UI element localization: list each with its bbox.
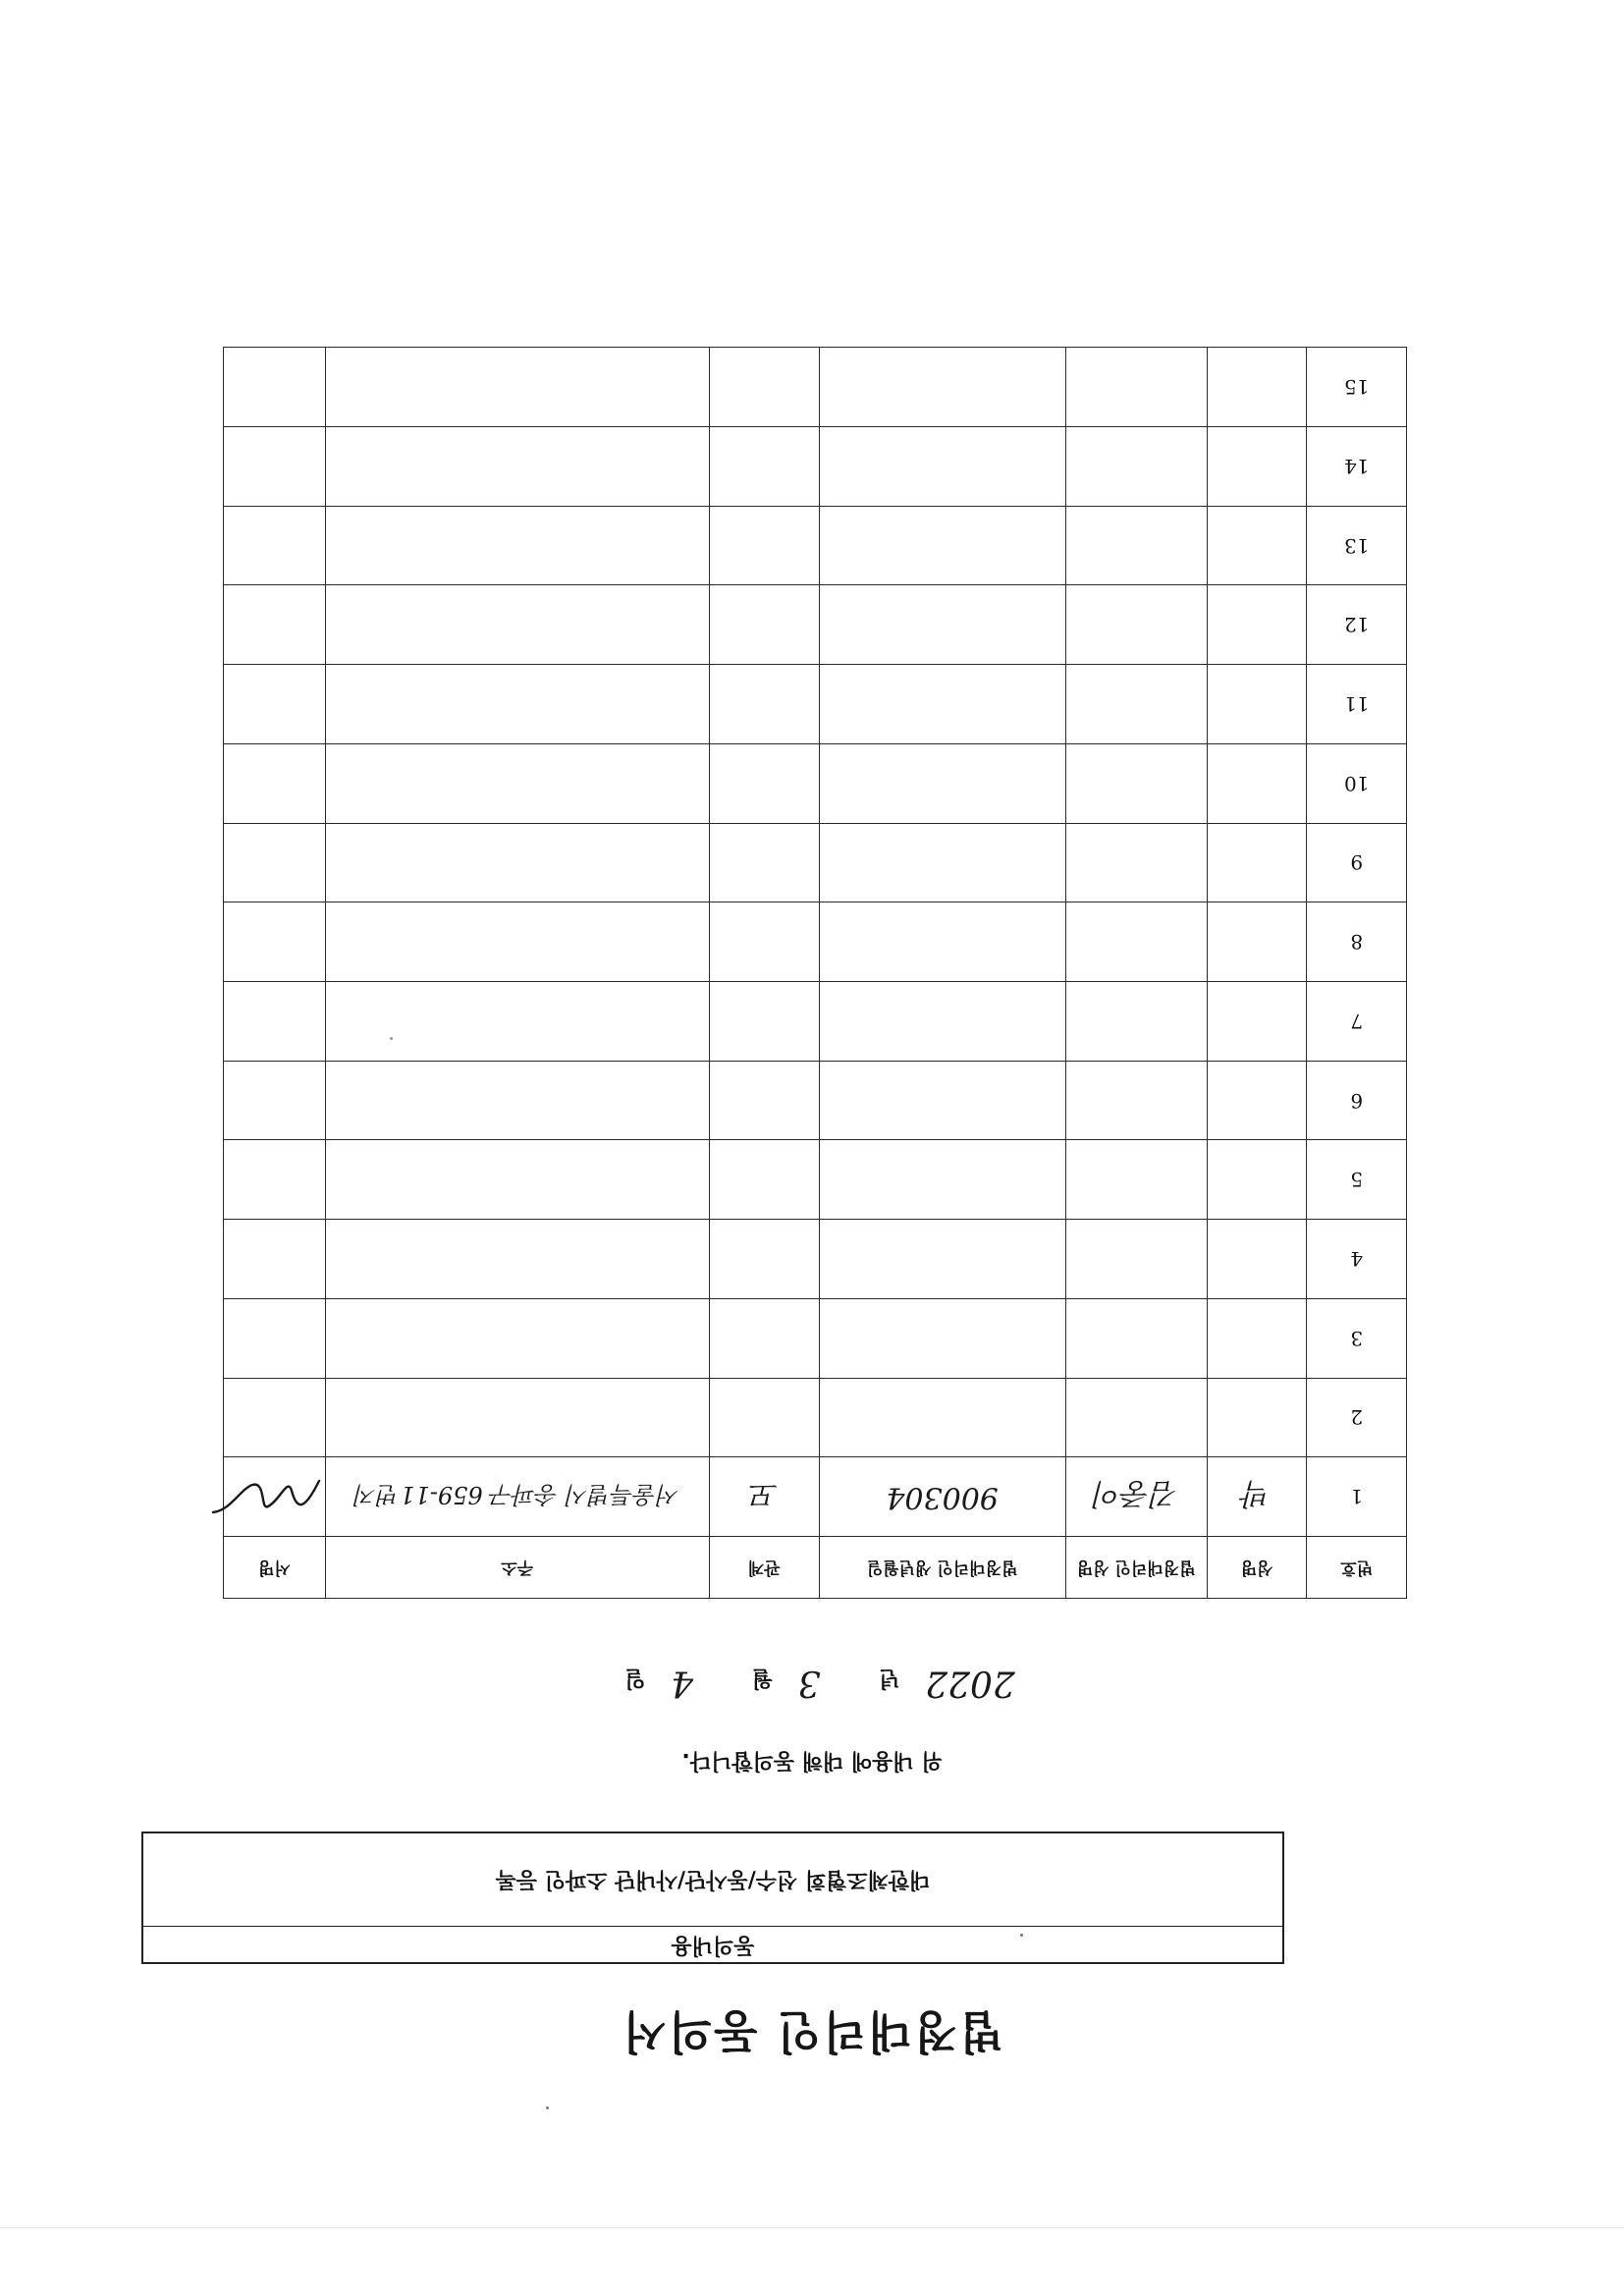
row-name (1207, 1220, 1307, 1299)
handwritten-guardian-name: 김중이 (1093, 1476, 1179, 1511)
row-guardian-birth (819, 1220, 1065, 1299)
handwritten-name: 박 (1242, 1476, 1272, 1511)
table-row (224, 348, 1407, 427)
date-year-unit: 년 (879, 1666, 900, 1690)
date-month-handwritten: 3 (797, 1663, 821, 1703)
row-guardian-name (1065, 981, 1207, 1061)
row-name (1207, 1378, 1307, 1457)
row-relation (709, 1457, 819, 1537)
row-relation (709, 506, 819, 585)
row-name (1207, 823, 1307, 902)
header-relation: 관계 (709, 1537, 819, 1599)
row-address (325, 1140, 709, 1220)
table-row (224, 585, 1407, 665)
row-signature (224, 1220, 326, 1299)
row-signature (224, 981, 326, 1061)
row-number: 8 (1307, 902, 1407, 982)
row-address (325, 823, 709, 902)
row-address (325, 665, 709, 744)
row-guardian-birth (819, 902, 1065, 982)
row-guardian-name (1065, 506, 1207, 585)
row-relation (709, 1140, 819, 1220)
row-address (325, 348, 709, 427)
date-day-handwritten: 4 (671, 1663, 694, 1703)
row-number: 14 (1307, 426, 1407, 506)
row-guardian-name (1065, 1298, 1207, 1378)
date-month-unit: 월 (751, 1666, 773, 1690)
document-title: 법정대리인 동의서 (621, 2005, 1003, 2058)
row-signature (224, 426, 326, 506)
row-signature (224, 585, 326, 665)
row-relation (709, 585, 819, 665)
row-name (1207, 665, 1307, 744)
row-number: 12 (1307, 585, 1407, 665)
row-guardian-name (1065, 1378, 1207, 1457)
row-address (325, 1061, 709, 1140)
row-name (1207, 1140, 1307, 1220)
row-guardian-birth (819, 506, 1065, 585)
row-address (325, 585, 709, 665)
date-year-handwritten: 2022 (925, 1663, 1015, 1703)
paper-edge (0, 2227, 1624, 2228)
row-guardian-name (1065, 1220, 1207, 1299)
consent-heading: 동의내용 (143, 1926, 1282, 1962)
row-name (1207, 585, 1307, 665)
table-row (224, 1061, 1407, 1140)
row-address (325, 902, 709, 982)
consent-text: 대한체조협회 선수/동사단/사내단 소파인 등록 (495, 1867, 931, 1891)
table-row (224, 743, 1407, 823)
row-guardian-birth (819, 348, 1065, 427)
header-signature: 서명 (224, 1537, 326, 1599)
row-guardian-birth (819, 426, 1065, 506)
row-guardian-birth (819, 1378, 1065, 1457)
row-guardian-name (1065, 348, 1207, 427)
table-row (224, 1457, 1407, 1537)
row-guardian-name (1065, 1457, 1207, 1537)
row-name (1207, 1061, 1307, 1140)
signature-date (0, 1663, 1624, 1703)
row-guardian-birth (819, 823, 1065, 902)
row-relation (709, 1061, 819, 1140)
table-header-row (224, 1537, 1407, 1599)
row-signature (224, 1378, 326, 1457)
row-guardian-birth (819, 1140, 1065, 1220)
guardian-signature-table (223, 347, 1407, 1599)
row-address (325, 1298, 709, 1378)
table-row (224, 1140, 1407, 1220)
table-body (224, 348, 1407, 1537)
row-number: 11 (1307, 665, 1407, 744)
row-number: 13 (1307, 506, 1407, 585)
row-relation (709, 665, 819, 744)
row-name (1207, 426, 1307, 506)
table-row (224, 981, 1407, 1061)
scan-speck (1020, 1934, 1023, 1937)
row-guardian-birth (819, 1457, 1065, 1537)
header-name: 성명 (1207, 1537, 1307, 1599)
row-relation (709, 902, 819, 982)
row-guardian-birth (819, 981, 1065, 1061)
row-number: 7 (1307, 981, 1407, 1061)
row-number: 3 (1307, 1298, 1407, 1378)
row-name (1207, 1457, 1307, 1537)
handwritten-relation: 모 (749, 1476, 779, 1511)
row-name (1207, 1298, 1307, 1378)
row-address (325, 506, 709, 585)
row-address (325, 1378, 709, 1457)
row-guardian-name (1065, 1061, 1207, 1140)
header-number: 번호 (1307, 1537, 1407, 1599)
row-guardian-name (1065, 426, 1207, 506)
row-guardian-birth (819, 665, 1065, 744)
row-signature (224, 823, 326, 902)
row-signature (224, 1061, 326, 1140)
row-signature (224, 902, 326, 982)
row-relation (709, 981, 819, 1061)
scan-speck (546, 2106, 549, 2109)
row-guardian-name (1065, 902, 1207, 982)
row-relation (709, 1378, 819, 1457)
handwritten-signature (207, 1473, 325, 1520)
table-row (224, 665, 1407, 744)
handwritten-address: 서울특별시 송파구 659-11번지 (353, 1480, 680, 1508)
row-guardian-name (1065, 1140, 1207, 1220)
row-address (325, 743, 709, 823)
row-address (325, 981, 709, 1061)
table-row (224, 1220, 1407, 1299)
row-name (1207, 981, 1307, 1061)
row-guardian-name (1065, 743, 1207, 823)
row-relation (709, 1298, 819, 1378)
row-number: 6 (1307, 1061, 1407, 1140)
row-guardian-name (1065, 665, 1207, 744)
row-relation (709, 426, 819, 506)
row-number: 10 (1307, 743, 1407, 823)
row-number: 4 (1307, 1220, 1407, 1299)
row-name (1207, 743, 1307, 823)
row-name (1207, 902, 1307, 982)
row-number: 15 (1307, 348, 1407, 427)
table-row (224, 823, 1407, 902)
consent-content-box (141, 1831, 1284, 1964)
row-signature (224, 665, 326, 744)
row-address (325, 426, 709, 506)
row-guardian-birth (819, 585, 1065, 665)
row-guardian-birth (819, 1298, 1065, 1378)
header-guardian-name: 법정대리인 성명 (1065, 1537, 1207, 1599)
header-guardian-birth: 법정대리인 생년월일 (819, 1537, 1065, 1599)
table-row (224, 426, 1407, 506)
agreement-statement: 위 내용에 대해 동의합니다. (681, 1748, 943, 1773)
table-row (224, 1378, 1407, 1457)
row-signature (224, 1140, 326, 1220)
scan-speck (390, 1037, 393, 1040)
row-relation (709, 823, 819, 902)
row-number: 2 (1307, 1378, 1407, 1457)
row-signature (224, 1457, 326, 1537)
row-relation (709, 743, 819, 823)
row-guardian-name (1065, 823, 1207, 902)
row-name (1207, 348, 1307, 427)
row-address (325, 1220, 709, 1299)
row-number: 5 (1307, 1140, 1407, 1220)
handwritten-guardian-birth: 900304 (886, 1479, 999, 1514)
table-row (224, 1298, 1407, 1378)
row-guardian-name (1065, 585, 1207, 665)
row-signature (224, 506, 326, 585)
row-signature (224, 743, 326, 823)
row-address (325, 1457, 709, 1537)
row-relation (709, 348, 819, 427)
row-number: 1 (1307, 1457, 1407, 1537)
row-signature (224, 1298, 326, 1378)
table-row (224, 506, 1407, 585)
row-relation (709, 1220, 819, 1299)
row-guardian-birth (819, 1061, 1065, 1140)
date-day-unit: 일 (624, 1666, 646, 1690)
row-number: 9 (1307, 823, 1407, 902)
table-row (224, 902, 1407, 982)
row-guardian-birth (819, 743, 1065, 823)
row-signature (224, 348, 326, 427)
header-address: 주소 (325, 1537, 709, 1599)
row-name (1207, 506, 1307, 585)
